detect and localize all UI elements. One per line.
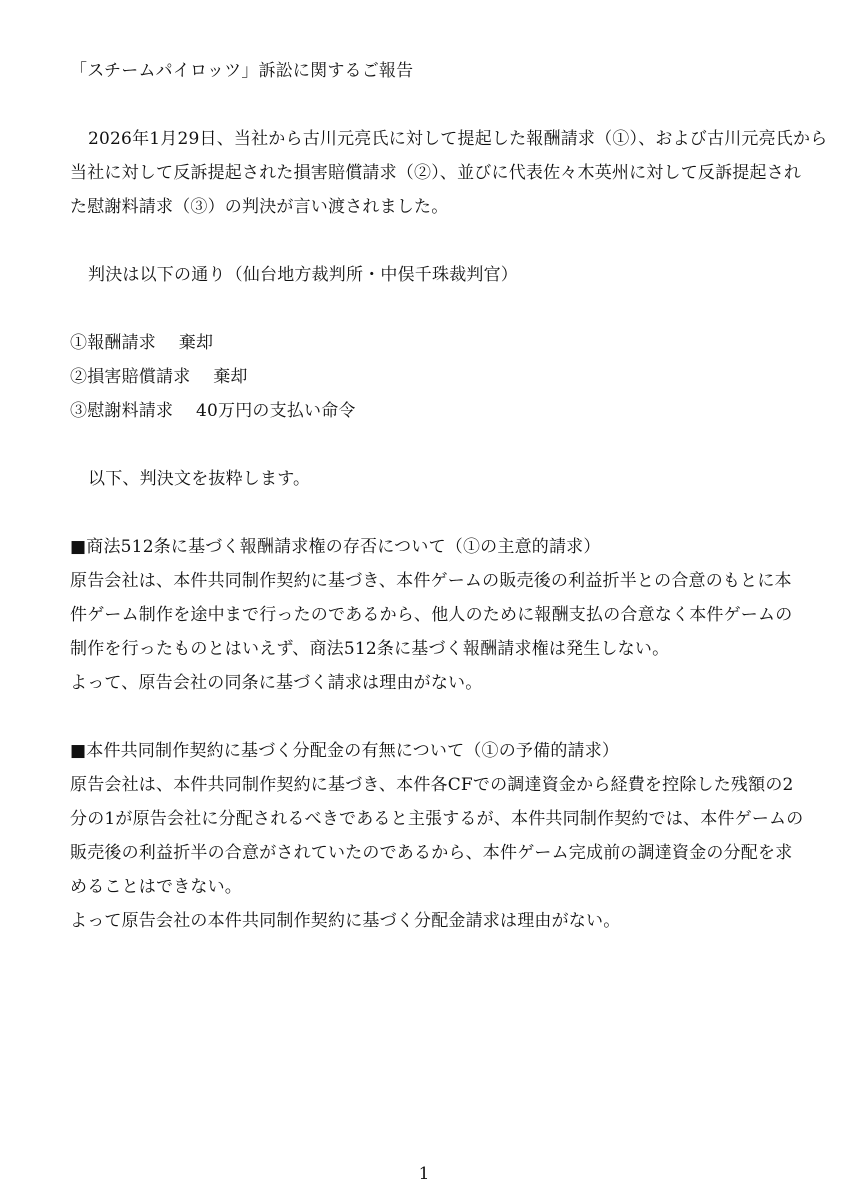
excerpt-intro: 以下、判決文を抜粋します。: [88, 469, 311, 489]
verdict-item-1: ①報酬請求 棄却: [70, 333, 214, 353]
section-2-line-1: 原告会社は、本件共同制作契約に基づき、本件各CFでの調達資金から経費を控除した残額の2: [70, 775, 794, 795]
section-2-line-3: 販売後の利益折半の合意がされていたのであるから、本件ゲーム完成前の調達資金の分配を求: [70, 843, 793, 863]
intro-line-1: 2026年1月29日、当社から古川元亮氏に対して提起した報酬請求（①）、および古川元亮氏から: [88, 129, 828, 149]
section-1-line-2: 件ゲーム制作を途中まで行ったのであるから、他人のために報酬支払の合意なく本件ゲームの: [70, 605, 793, 625]
intro-line-2: 当社に対して反訴提起された損害賠償請求（②）、並びに代表佐々木英州に対して反訴提起され: [70, 163, 802, 183]
section-2-heading: ■本件共同制作契約に基づく分配金の有無について（①の予備的請求）: [70, 741, 620, 761]
section-2-line-4: めることはできない。: [70, 877, 242, 897]
verdict-item-2: ②損害賠償請求 棄却: [70, 367, 248, 387]
section-1-line-1: 原告会社は、本件共同制作契約に基づき、本件ゲームの販売後の利益折半との合意のもとに本: [70, 571, 792, 591]
section-2-line-5: よって原告会社の本件共同制作契約に基づく分配金請求は理由がない。: [70, 911, 621, 931]
document-title: 「スチームパイロッツ」訴訟に関するご報告: [70, 61, 414, 81]
page-number: 1: [418, 1164, 430, 1184]
verdict-intro: 判決は以下の通り（仙台地方裁判所・中俣千珠裁判官）: [88, 265, 518, 285]
section-1-line-4: よって、原告会社の同条に基づく請求は理由がない。: [70, 673, 483, 693]
verdict-item-3: ③慰謝料請求 40万円の支払い命令: [70, 401, 356, 421]
section-1-heading: ■商法512条に基づく報酬請求権の存否について（①の主意的請求）: [70, 537, 601, 557]
intro-line-3: た慰謝料請求（③）の判決が言い渡されました。: [70, 197, 449, 217]
section-1-line-3: 制作を行ったものとはいえず、商法512条に基づく報酬請求権は発生しない。: [70, 639, 670, 659]
section-2-line-2: 分の1が原告会社に分配されるべきであると主張するが、本件共同制作契約では、本件ゲームの: [70, 809, 804, 829]
